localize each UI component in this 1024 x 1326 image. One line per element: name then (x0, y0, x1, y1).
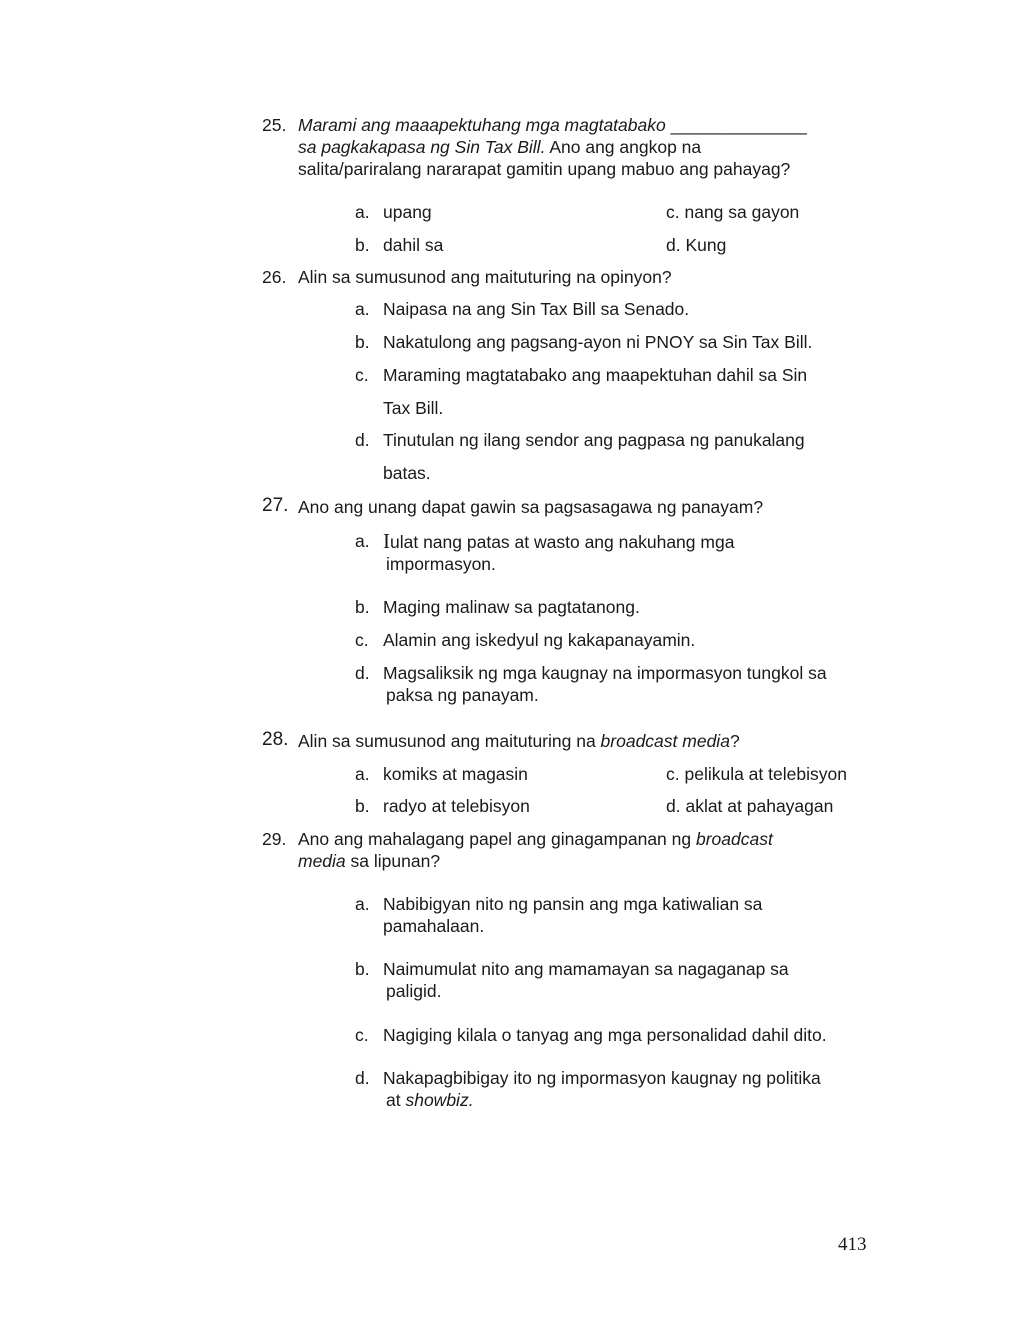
option-b: b. dahil sa (355, 235, 444, 255)
question-number: 28. (262, 729, 289, 750)
option-c: c. Alamin ang iskedyul ng kakapanayamin. (355, 630, 696, 650)
answer-blank: ______________ (670, 115, 807, 135)
question-29 (262, 828, 868, 1110)
option-d: d. Tinutulan ng ilang sendor ang pagpasa ng panukalang batas. (355, 430, 805, 483)
question-stem: Ano ang mahalagang papel ang ginagampanan ng broadcast media sa lipunan? (298, 829, 773, 871)
page-number: 413 (838, 1234, 867, 1255)
question-stem: Alin sa sumusunod ang maituturing na opinyon? (298, 267, 672, 287)
option-c: c. pelikula at telebisyon (666, 764, 847, 784)
option-a: a. Naipasa na ang Sin Tax Bill sa Senado. (355, 299, 690, 319)
question-27 (262, 495, 868, 705)
question-number: 27. (262, 495, 289, 516)
option-a: a. komiks at magasin (355, 764, 528, 784)
option-d: d. aklat at pahayagan (666, 796, 834, 816)
option-b: b. Nakatulong ang pagsang-ayon ni PNOY sa Sin Tax Bill. (355, 332, 813, 352)
option-d: d. Kung (666, 235, 727, 255)
option-d: d. Magsaliksik ng mga kaugnay na impormasyon tungkol sa paksa ng panayam. (355, 663, 827, 705)
option-c: c. nang sa gayon (666, 202, 800, 222)
question-number: 29. (262, 829, 287, 849)
question-stem: Alin sa sumusunod ang maituturing na broadcast media? (298, 731, 740, 751)
option-b: b. radyo at telebisyon (355, 796, 530, 816)
question-28 (262, 729, 868, 816)
option-a: a. Iulat nang patas at wasto ang nakuhang mga impormasyon. (355, 529, 735, 574)
option-b: b. Naimumulat nito ang mamamayan sa nagaganap sa paligid. (355, 959, 789, 1001)
question-stem: Marami ang maaapektuhang mga magtatabako ______________ sa pagkakapasa ng Sin Tax Bill. Ano ang angkop na salita/pariralang nararapat gamitin upang mabuo ang pahayag? (298, 115, 807, 179)
question-stem: Ano ang unang dapat gawin sa pagsasagawa ng panayam? (298, 497, 764, 517)
option-a: a. Nabibigyan nito ng pansin ang mga katiwalian sa pamahalaan. (355, 894, 763, 936)
question-25 (262, 114, 868, 255)
question-26 (262, 266, 868, 483)
option-a: a. upang (355, 202, 432, 222)
option-c: c. Maraming magtatabako ang maapektuhan dahil sa Sin Tax Bill. (355, 365, 808, 418)
option-d: d. Nakapagbibigay ito ng impormasyon kaugnay ng politika at showbiz. (355, 1068, 821, 1110)
question-number: 25. (262, 115, 287, 135)
option-c: c. Nagiging kilala o tanyag ang mga personalidad dahil dito. (355, 1025, 827, 1045)
option-b: b. Maging malinaw sa pagtatanong. (355, 597, 640, 617)
question-number: 26. (262, 267, 287, 287)
